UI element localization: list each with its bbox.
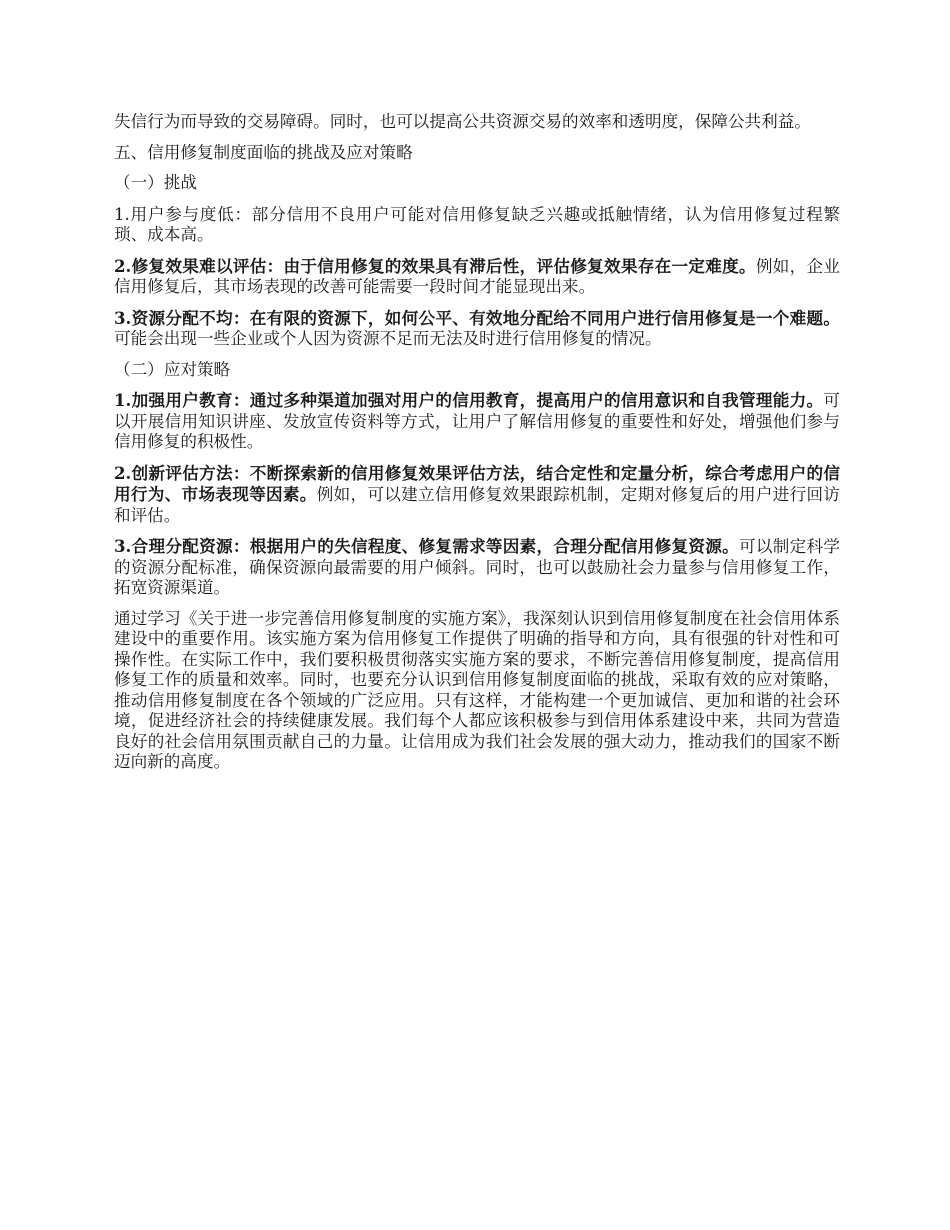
challenge-item: [114, 256, 840, 298]
strategy-item-text: 可以制定科学的资源分配标准，确保资源向最需要的用户倾斜。同时，也可以鼓励社会力量参与信用修复工作，拓宽资源渠道。: [114, 537, 841, 597]
challenge-item-text: 1.用户参与度低：部分信用不良用户可能对信用修复缺乏兴趣或抵触情绪，认为信用修复过程繁琐、成本高。: [114, 204, 840, 244]
strategy-item-lead: 3.合理分配资源：根据用户的失信程度、修复需求等因素，合理分配信用修复资源。: [114, 536, 740, 556]
challenge-item-text: 例如，企业信用修复后，其市场表现的改善可能需要一段时间才能显现出来。: [114, 256, 840, 296]
strategies-heading: （二）应对策略: [114, 359, 231, 379]
intro-paragraph: 失信行为而导致的交易障碍。同时，也可以提高公共资源交易的效率和透明度，保障公共利益。: [114, 112, 811, 131]
challenge-item-lead: 3.资源分配不均：在有限的资源下，如何公平、有效地分配给不同用户进行信用修复是一个难题。: [114, 307, 840, 328]
strategy-item-text: 例如，可以建立信用修复效果跟踪机制，定期对修复后的用户进行回访和评估。: [114, 485, 840, 525]
strategy-item-lead: 1.加强用户教育：通过多种渠道加强对用户的信用教育，提高用户的信用意识和自我管理能力。: [114, 390, 824, 410]
strategy-item-text: 可以开展信用知识讲座、发放宣传资料等方式，让用户了解信用修复的重要性和好处，增强他们参与信用修复的积极性。: [114, 391, 840, 451]
challenge-item-lead: 2.修复效果难以评估：由于信用修复的效果具有滞后性，评估修复效果存在一定难度。: [114, 255, 756, 276]
challenges-heading: （一）挑战: [114, 173, 197, 192]
section-title: 五、信用修复制度面临的挑战及应对策略: [114, 142, 413, 162]
challenge-item: [114, 204, 840, 246]
strategy-item-lead: 2.创新评估方法：不断探索新的信用修复效果评估方法，结合定性和定量分析，综合考虑用户的信用行为、市场表现等因素。: [114, 462, 840, 504]
strategy-item: [114, 463, 840, 527]
challenge-item: [114, 308, 840, 350]
strategy-item: [114, 536, 840, 599]
challenge-item-text: 可能会出现一些企业或个人因为资源不足而无法及时进行信用修复的情况。: [114, 329, 662, 348]
conclusion-paragraph: 通过学习《关于进一步完善信用修复制度的实施方案》，我深刻认识到信用修复制度在社会信用体系建设中的重要作用。该实施方案为信用修复工作提供了明确的指导和方向，具有很强的针对性和可操作性。在实际工作中，我们要积极贯彻落实实施方案的要求，不断完善信用修复制度，提高信用修复工作的质量和效率。同时，也要充分认识到信用修复制度面临的挑战，采取有效的应对策略，推动信用修复制度在各个领域的广泛应用。只有这样，才能构建一个更加诚信、更加和谐的社会环境，促进经济社会的持续健康发展。我们每个人都应该积极参与到信用体系建设中来，共同为营造良好的社会信用氛围贡献自己的力量。让信用成为我们社会发展的强大动力，推动我们的国家不断迈向新的高度。: [114, 608, 840, 771]
document-page: [114, 112, 840, 783]
strategy-item: [114, 390, 840, 453]
